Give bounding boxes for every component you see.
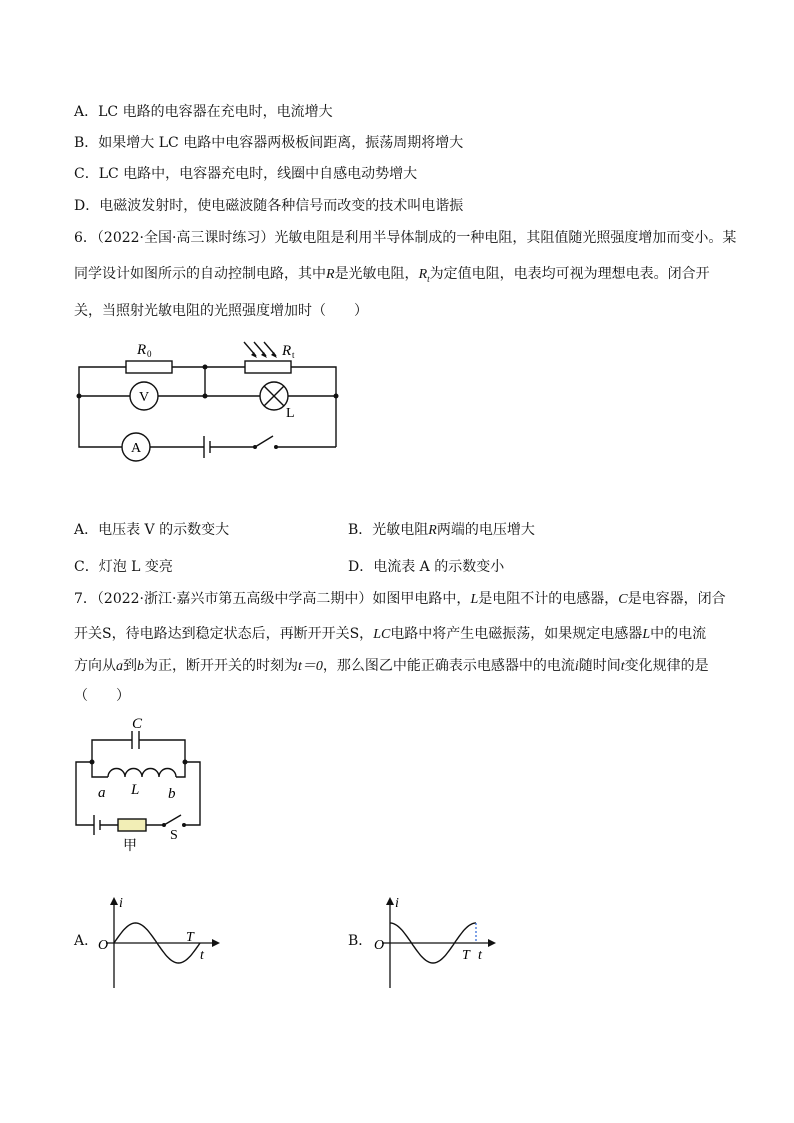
q7-stem-line1: 7．（2022·浙江·嘉兴市第五高级中学高二期中）如图甲电路中，L是电阻不计的电感器，C是电容器，闭合 [74, 591, 726, 607]
q6-option-c: C．灯泡 L 变亮 [74, 559, 173, 575]
q6-stem-line2: 同学设计如图所示的自动控制电路，其中R是光敏电阻，$R_t$为定值电阻，电表均可视为理想电表。闭合开 [74, 266, 710, 284]
q7-stem-line3: 方向从a到b为正，断开开关的时刻为t＝0，那么图乙中能正确表示电感器中的电流i随时间t变化规律的是 [74, 658, 709, 674]
axis-i-label: i [395, 896, 399, 911]
switch-label: S [170, 828, 178, 843]
rt-subscript: t [292, 350, 295, 360]
q7-stem-line2: 开关S，待电路达到稳定状态后，再断开开关S，LC电路中将产生电磁振荡，如果规定电感器L中的电流 [74, 626, 707, 642]
r0-label: R [137, 342, 147, 358]
q6-stem-line3: 关，当照射光敏电阻的光照强度增加时（ ） [74, 303, 368, 319]
q5-option-b: B．如果增大 LC 电路中电容器两极板间距离，振荡周期将增大 [74, 135, 464, 151]
q6-option-b: B．光敏电阻R两端的电压增大 [348, 522, 535, 538]
q6-option-a: A．电压表 V 的示数变大 [74, 522, 230, 538]
inductor-label: L [131, 782, 140, 798]
q7-lc-circuit-diagram [68, 715, 218, 855]
period-label: T [186, 930, 194, 945]
switch-blade [255, 436, 273, 447]
period-label: T [462, 948, 470, 963]
q7-option-a-graph [94, 892, 224, 992]
axis-i-label: i [119, 896, 123, 911]
q7-stem-line4: （ ） [74, 688, 130, 704]
axis-t-label: t [478, 948, 482, 963]
q7-option-b-label: B． [348, 933, 373, 949]
q7-option-a-label: A． [74, 933, 99, 949]
ammeter-label: A [130, 441, 142, 456]
capacitor-label: C [132, 716, 143, 732]
voltmeter-label: V [138, 390, 150, 405]
q6-stem-line1: 6．（2022·全国·高三课时练习）光敏电阻是利用半导体制成的一种电阻，其阻值随光照强度增加而变小。某 [74, 230, 737, 246]
r0-resistor [126, 361, 172, 373]
figure-caption: 甲 [123, 839, 137, 854]
q6-option-d: D．电流表 A 的示数变小 [348, 559, 505, 575]
switch-blade [164, 815, 181, 825]
q5-option-a: A．LC 电路的电容器在充电时，电流增大 [74, 104, 333, 120]
q6-circuit-diagram [70, 332, 360, 467]
origin-label: O [374, 938, 385, 953]
inductor-coil [108, 769, 176, 778]
resistor [118, 819, 146, 831]
rt-label: R [282, 343, 292, 359]
lamp-label: L [286, 406, 295, 421]
terminal-b-label: b [168, 786, 176, 802]
axis-t-label: t [200, 948, 204, 963]
rt-photoresistor [245, 361, 291, 373]
q5-option-d: D．电磁波发射时，使电磁波随各种信号而改变的技术叫电谐振 [74, 198, 464, 214]
origin-label: O [98, 938, 109, 953]
q5-option-c: C．LC 电路中，电容器充电时，线圈中自感电动势增大 [74, 166, 418, 182]
terminal-a-label: a [98, 785, 106, 801]
q7-option-b-graph [370, 892, 500, 992]
r0-subscript: 0 [147, 349, 152, 359]
